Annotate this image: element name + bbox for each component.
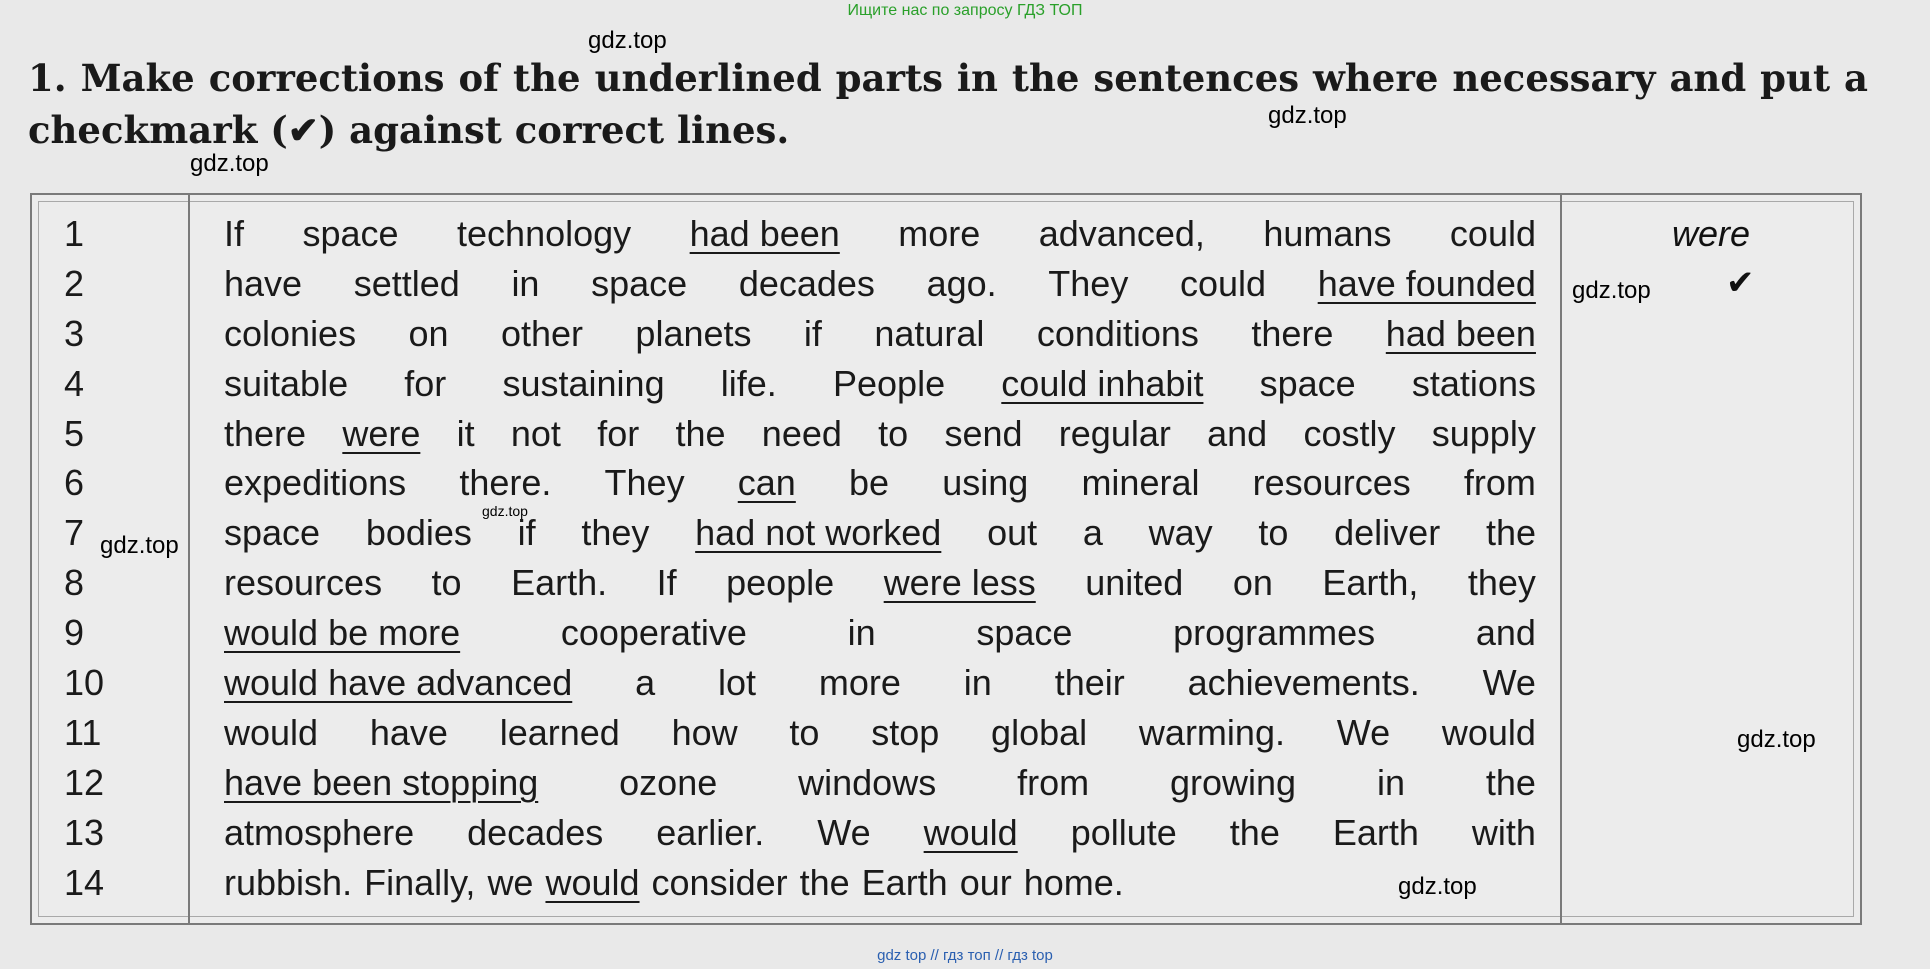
line-number: 8: [64, 562, 85, 604]
word: out: [987, 512, 1038, 554]
word: be: [848, 462, 890, 504]
word: cooperative: [560, 612, 747, 654]
sentence-line: [224, 458, 1536, 508]
underlined-phrase: had been: [689, 213, 840, 254]
sentence-line: [224, 608, 1536, 658]
word: space: [1259, 362, 1356, 404]
word: If: [656, 562, 677, 604]
watermark: gdz.top: [1268, 102, 1347, 129]
underlined-phrase: would have advanced: [224, 662, 573, 704]
word: Earth.: [511, 562, 608, 604]
line-number: 13: [64, 811, 105, 853]
word: We: [1336, 711, 1391, 753]
word: could: [1449, 213, 1536, 254]
top-banner: Ищите нас по запросу ГДЗ ТОП: [847, 2, 1083, 19]
word: suitable: [224, 362, 349, 404]
watermark: gdz.top: [1737, 726, 1816, 753]
underlined-phrase: had not worked: [695, 512, 942, 554]
word: we: [487, 861, 534, 903]
word: to: [431, 562, 462, 604]
word: our: [959, 861, 1012, 903]
word: the: [1485, 761, 1536, 803]
word: need: [761, 412, 842, 454]
underlined-phrase: would: [545, 861, 640, 903]
watermark: gdz.top: [1398, 873, 1477, 900]
word: regular: [1058, 412, 1171, 454]
word: to: [878, 412, 909, 454]
word: more: [898, 213, 981, 254]
word: resources: [224, 562, 383, 604]
word: growing: [1169, 761, 1297, 803]
word: learned: [499, 711, 620, 753]
word: have: [369, 711, 448, 753]
line-number: 7: [64, 512, 85, 554]
word: advanced,: [1038, 213, 1205, 254]
word: supply: [1431, 412, 1536, 454]
word: way: [1148, 512, 1213, 554]
word: colonies: [224, 312, 357, 354]
word: achievements.: [1187, 662, 1420, 704]
word: They: [1048, 262, 1129, 304]
sentence-line: [224, 508, 1536, 558]
word: earlier.: [656, 811, 765, 853]
word: would: [1441, 711, 1536, 753]
word: not: [510, 412, 561, 454]
sentence-text-column: [224, 209, 1536, 907]
word: would: [224, 711, 319, 753]
word: for: [597, 412, 640, 454]
word: deliver: [1334, 512, 1441, 554]
word: from: [1017, 761, 1090, 803]
line-number: 5: [64, 412, 85, 454]
word: Finally,: [364, 861, 476, 903]
word: there.: [459, 462, 552, 504]
word: have: [224, 262, 303, 304]
word: planets: [635, 312, 752, 354]
word: ago.: [926, 262, 997, 304]
word: to: [789, 711, 820, 753]
underlined-phrase: had been: [1385, 312, 1536, 354]
word: if: [517, 512, 536, 554]
word: they: [1467, 562, 1536, 604]
word: united: [1085, 562, 1184, 604]
word: life.: [720, 362, 777, 404]
word: there: [224, 412, 307, 454]
word: if: [803, 312, 822, 354]
word: more: [818, 662, 901, 704]
word: humans: [1263, 213, 1392, 254]
column-divider: [188, 195, 190, 923]
word: and: [1475, 612, 1536, 654]
underlined-phrase: could inhabit: [1001, 362, 1204, 404]
word: how: [671, 711, 738, 753]
word: Earth: [861, 861, 948, 903]
word: We: [817, 811, 871, 853]
word: resources: [1252, 462, 1411, 504]
word: there: [1251, 312, 1334, 354]
underlined-phrase: were less: [883, 562, 1036, 604]
word: decades: [738, 262, 875, 304]
underlined-phrase: have been stopping: [224, 761, 539, 803]
word: consider: [651, 861, 788, 903]
word: costly: [1303, 412, 1396, 454]
word: they: [581, 512, 650, 554]
word: other: [500, 312, 584, 354]
sentence-line: [224, 209, 1536, 259]
word: in: [847, 612, 876, 654]
word: their: [1054, 662, 1125, 704]
word: We: [1482, 662, 1536, 704]
sentence-line: [224, 558, 1536, 608]
line-number: 9: [64, 612, 85, 654]
word: space: [224, 512, 321, 554]
word: on: [1232, 562, 1273, 604]
watermark: gdz.top: [588, 27, 667, 54]
line-number: 1: [64, 213, 85, 254]
word: on: [408, 312, 449, 354]
word: atmosphere: [224, 811, 415, 853]
word: a: [635, 662, 656, 704]
word: using: [942, 462, 1029, 504]
word: it: [456, 412, 475, 454]
word: warming.: [1138, 711, 1285, 753]
watermark: gdz.top: [1572, 277, 1651, 304]
sentence-line: [224, 858, 1536, 908]
word: home.: [1023, 861, 1124, 903]
word: They: [604, 462, 685, 504]
word: space: [591, 262, 688, 304]
word: for: [404, 362, 447, 404]
word: the: [1485, 512, 1536, 554]
answer-row: [1560, 209, 1860, 259]
underlined-phrase: can: [737, 462, 796, 504]
word: programmes: [1173, 612, 1376, 654]
word: Earth,: [1322, 562, 1419, 604]
underlined-phrase: would: [923, 811, 1018, 853]
word: stations: [1411, 362, 1536, 404]
word: ozone: [619, 761, 718, 803]
task-title: 1. Make corrections of the underlined parts in the sentences where necessary and put a checkmark (✔) against correct lines.: [28, 56, 1868, 152]
word: expeditions: [224, 462, 407, 504]
word: global: [991, 711, 1088, 753]
word: a: [1082, 512, 1103, 554]
word: windows: [798, 761, 937, 803]
sentence-line: [224, 808, 1536, 858]
sentence-line: [224, 708, 1536, 758]
sentence-line: [224, 409, 1536, 459]
line-number: 10: [64, 662, 105, 704]
word: with: [1471, 811, 1536, 853]
sentence-line: [224, 758, 1536, 808]
watermark: gdz.top: [100, 532, 179, 559]
word: sustaining: [502, 362, 665, 404]
word: the: [1229, 811, 1280, 853]
word: and: [1207, 412, 1268, 454]
word: pollute: [1070, 811, 1177, 853]
word: space: [302, 213, 399, 254]
word: technology: [457, 213, 632, 254]
word: people: [726, 562, 835, 604]
sentence-line: [224, 658, 1536, 708]
word: rubbish.: [224, 861, 353, 903]
word: in: [511, 262, 540, 304]
line-number: 2: [64, 262, 85, 304]
word: bodies: [365, 512, 472, 554]
word: the: [675, 412, 726, 454]
line-number: 12: [64, 761, 105, 803]
word: If: [224, 213, 245, 254]
word: in: [963, 662, 992, 704]
underlined-phrase: have founded: [1317, 262, 1536, 304]
footer-links: gdz top // гдз топ // гдз top: [877, 947, 1053, 964]
word: the: [799, 861, 850, 903]
word: settled: [353, 262, 460, 304]
answer-correction: were: [1672, 213, 1751, 254]
word: from: [1463, 462, 1536, 504]
word: could: [1179, 262, 1267, 304]
line-number: 11: [64, 711, 102, 753]
word: natural: [874, 312, 985, 354]
word: decades: [467, 811, 604, 853]
line-number: 6: [64, 462, 85, 504]
sentence-line: [224, 309, 1536, 359]
checkmark-icon: ✔: [1726, 263, 1755, 302]
word: Earth: [1332, 811, 1419, 853]
watermark: gdz.top: [190, 150, 269, 177]
word: stop: [871, 711, 940, 753]
sentence-line: [224, 359, 1536, 409]
word: space: [976, 612, 1073, 654]
word: in: [1376, 761, 1405, 803]
word: mineral: [1081, 462, 1200, 504]
underlined-phrase: were: [342, 412, 421, 454]
word: conditions: [1036, 312, 1199, 354]
line-number: 4: [64, 362, 85, 404]
word: to: [1258, 512, 1289, 554]
word: send: [944, 412, 1023, 454]
sentence-line: [224, 259, 1536, 309]
watermark: gdz.top: [482, 503, 528, 519]
line-number: 14: [64, 861, 105, 903]
word: lot: [718, 662, 757, 704]
line-number: 3: [64, 312, 85, 354]
underlined-phrase: would be more: [224, 612, 461, 654]
word: People: [833, 362, 946, 404]
